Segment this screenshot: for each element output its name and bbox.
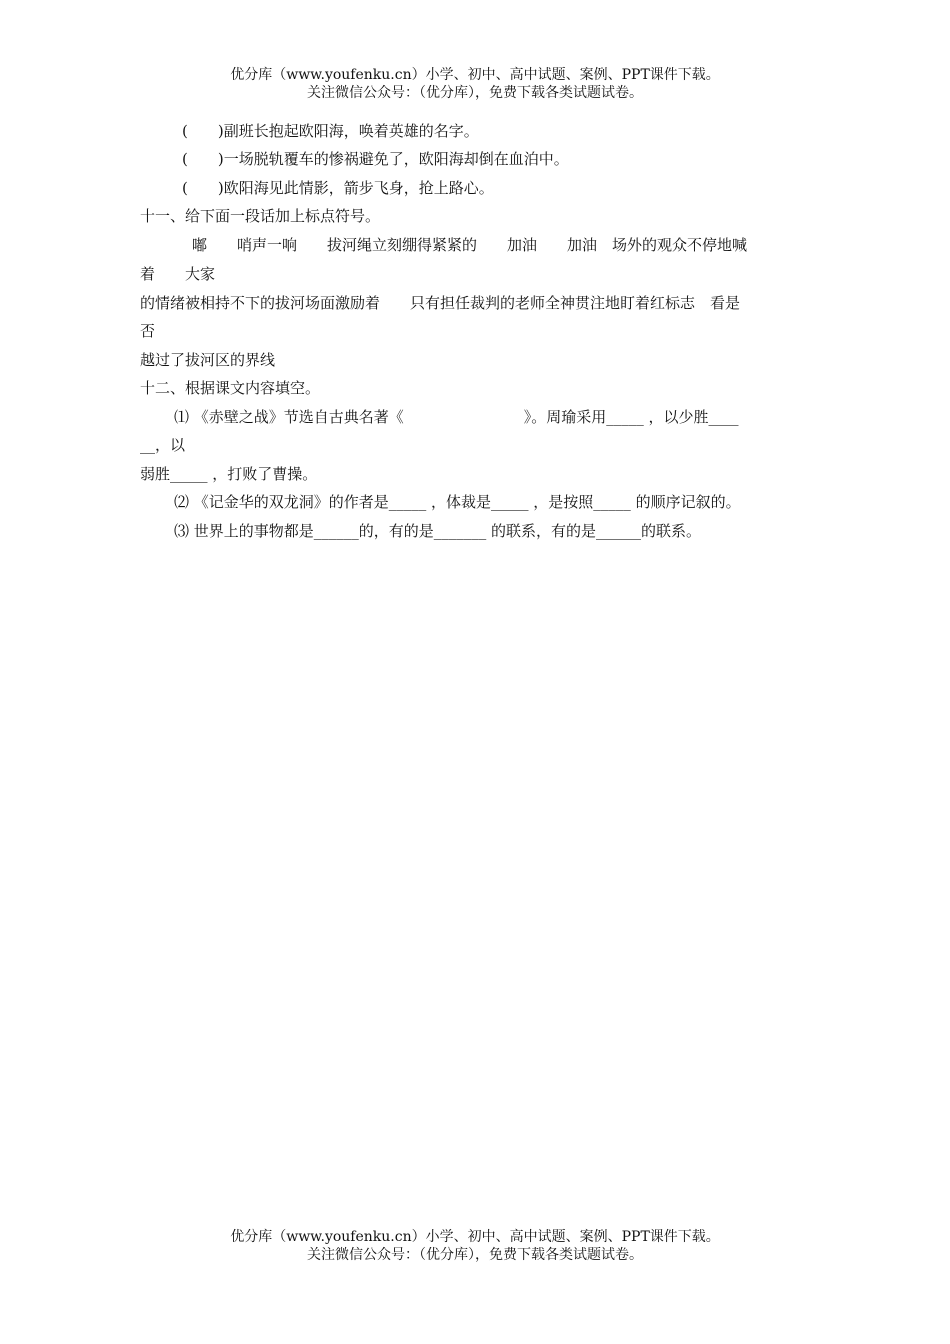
section-12-title: 十二、根据课文内容填空。 [140,379,321,397]
section-12-q1-line-1: ⑴ 《赤壁之战》节选自古典名著《 》。周瑜采用_____ ，以少胜____ [174,408,739,426]
ordering-item-1: ( )副班长抱起欧阳海，唤着英雄的名字。 [182,122,479,140]
section-11-line-1: 嘟 哨声一响 拔河绳立刻绷得紧紧的 加油 加油 场外的观众不停地喊 [192,236,748,254]
section-11-line-2: 着 大家 [140,265,216,283]
page-header [0,66,950,102]
section-12-q1-line-3: 弱胜_____ ，打败了曹操。 [140,465,318,483]
section-12-q1-line-2: __，以 [140,436,186,454]
page-footer [0,1228,950,1264]
ordering-item-2: ( )一场脱轨覆车的惨祸避免了，欧阳海却倒在血泊中。 [182,150,569,168]
footer-line-1: 优分库（www.youfenku.cn）小学、初中、高中试题、案例、PPT课件下载。 [230,1229,720,1245]
header-line-2: 关注微信公众号：（优分库），免费下载各类试题试卷。 [307,85,643,101]
header-line-1: 优分库（www.youfenku.cn）小学、初中、高中试题、案例、PPT课件下载。 [230,67,720,83]
section-11-line-3: 的情绪被相持不下的拔河场面激励着 只有担任裁判的老师全神贯注地盯着红标志 看是 [140,294,741,312]
section-12-q2: ⑵ 《记金华的双龙洞》的作者是_____ ，体裁是_____ ，是按照_____ 的顺序记叙的。 [174,493,741,511]
ordering-item-3: ( )欧阳海见此情影，箭步飞身，抢上路心。 [182,179,494,197]
section-12-q3: ⑶ 世界上的事物都是______的，有的是_______ 的联系，有的是______的联系。 [174,522,702,540]
section-11-title: 十一、给下面一段话加上标点符号。 [140,207,381,225]
section-11-line-5: 越过了拔河区的界线 [140,351,276,369]
section-11-line-4: 否 [140,322,156,340]
footer-line-2: 关注微信公众号：（优分库），免费下载各类试题试卷。 [307,1247,643,1263]
